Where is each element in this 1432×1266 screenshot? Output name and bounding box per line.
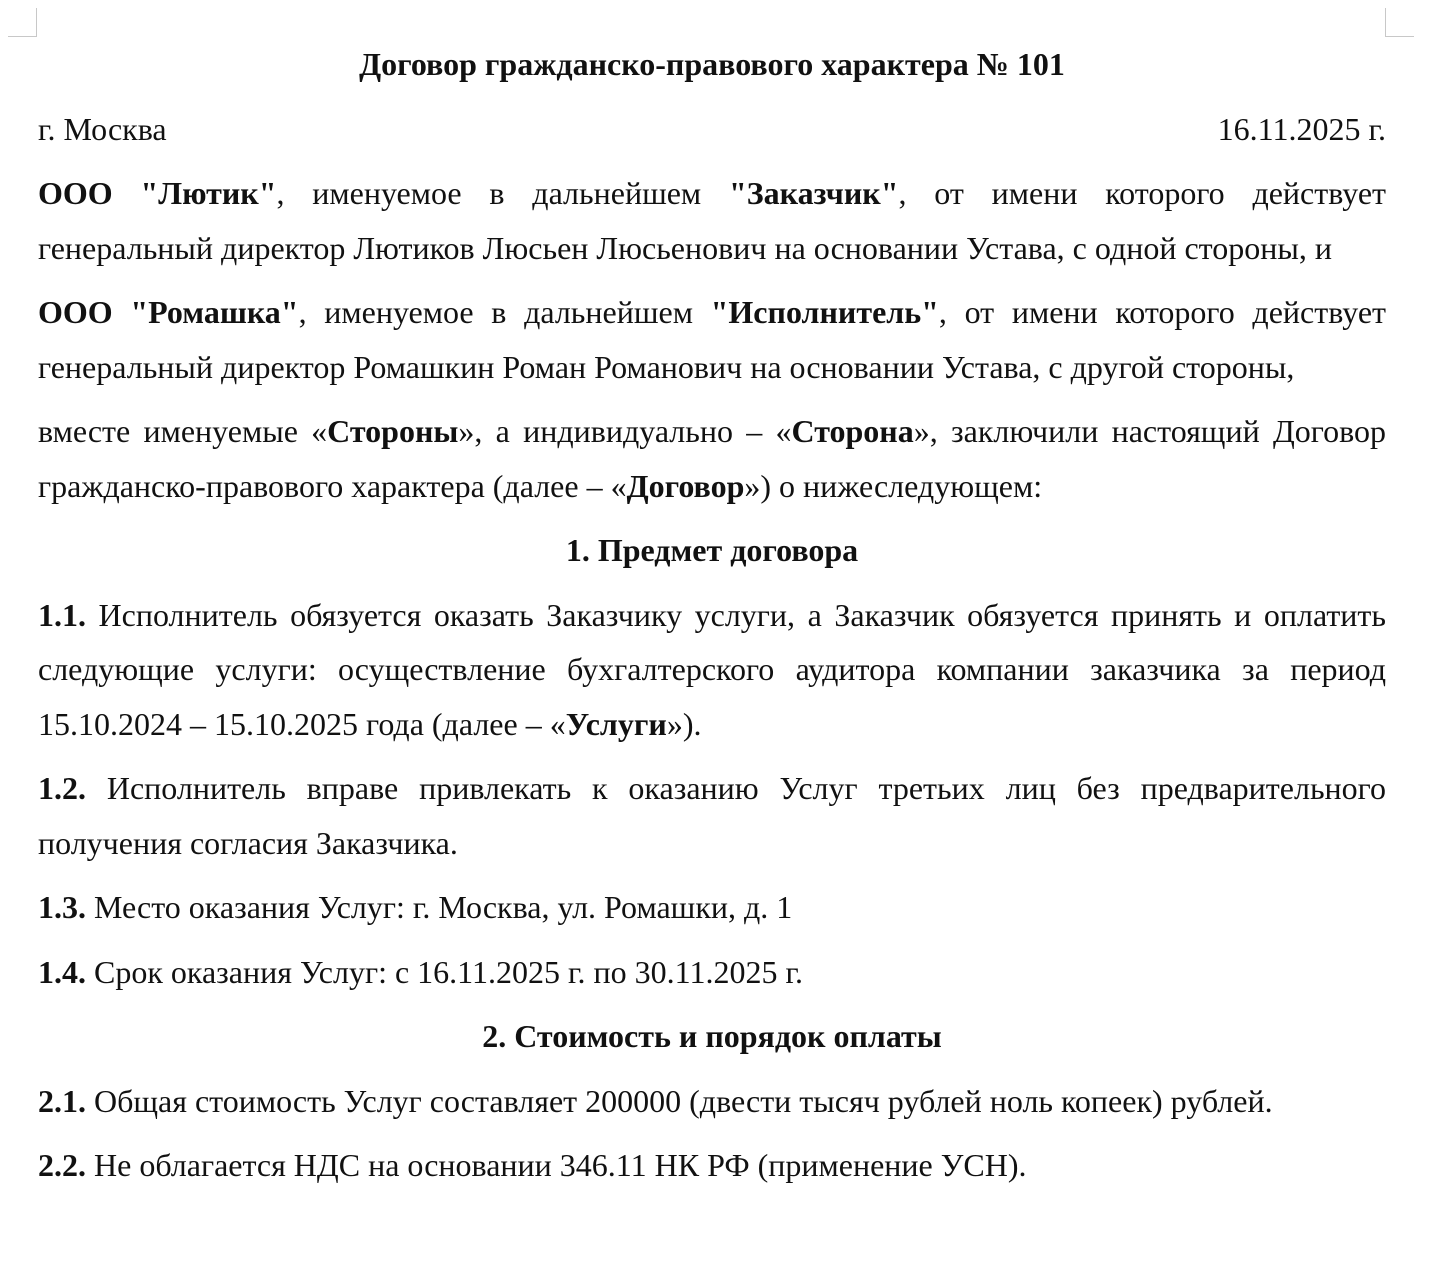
clause-text: Общая стоимость Услуг составляет 200000 (двести тысяч рублей ноль копеек) рублей. (86, 1082, 1273, 1119)
clause-number: 1.2. (38, 770, 86, 806)
clause-text: Исполнитель обязуется оказать Заказчику услуги, а Заказчик обязуется принять и оплатить следующие услуги: осуществление бухгалтерского аудитора компании заказчика за период 15.10.2024 – 15.10.2025 года (далее – « (38, 596, 1386, 742)
clause-2-2 (38, 1138, 1386, 1193)
section-1-heading: 1. Предмет договора (565, 532, 859, 568)
party2-paragraph (38, 285, 1386, 394)
together-text-2: », а индивидуально – « (458, 413, 792, 449)
place-date-line (38, 102, 1386, 157)
party1-role: "Заказчик" (728, 175, 899, 211)
together-text-1: вместе именуемые « (38, 413, 328, 449)
clause-text: Исполнитель вправе привлекать к оказанию Услуг третьих лиц без предварительного получения согласия Заказчика. (38, 770, 1386, 861)
party1-text-a: , именуемое в дальнейшем (276, 175, 729, 211)
clause-text: Место оказания Услуг: г. Москва, ул. Ромашки, д. 1 (86, 889, 793, 925)
party1-name: ООО "Лютик" (38, 175, 277, 211)
clause-text: Срок оказания Услуг: с 16.11.2025 г. по 30.11.2025 г. (86, 953, 803, 990)
together-text-3: », заключили настоящий Договор гражданско-правового характера (далее – « (38, 413, 1387, 504)
party1-paragraph (38, 166, 1386, 275)
clause-1-4 (38, 945, 1386, 1000)
party2-text-a: , именуемое в дальнейшем (298, 294, 711, 330)
clause-number: 2.2. (38, 1147, 86, 1183)
page-corner-mark-left (8, 8, 37, 37)
clause-number: 2.1. (38, 1082, 86, 1119)
together-bold-party: Сторона (791, 413, 914, 449)
clause-tail: »). (666, 705, 702, 742)
contract-place: г. Москва (38, 110, 167, 147)
clause-1-2 (38, 761, 1386, 870)
clause-bold-services: Услуги (565, 705, 667, 742)
document-page (38, 0, 1386, 1193)
clause-1-1 (38, 588, 1386, 752)
document-title: Договор гражданско-правового характера № 101 (359, 46, 1065, 82)
party2-text-b: , от имени которого действует генеральный директор Ромашкин Роман Романович на основании Устава, с другой стороны, (38, 294, 1387, 385)
clause-number: 1.3. (38, 889, 86, 925)
clause-number: 1.4. (38, 953, 86, 990)
party2-name: ООО "Ромашка" (38, 294, 299, 330)
clause-number: 1.1. (38, 596, 86, 633)
party2-role: "Исполнитель" (710, 294, 939, 330)
clause-1-3 (38, 880, 1386, 935)
clause-2-1 (38, 1074, 1386, 1129)
section-2-heading: 2. Стоимость и порядок оплаты (482, 1018, 942, 1054)
party1-text-b: , от имени которого действует генеральный директор Лютиков Люсьен Люсьенович на основании Устава, с одной стороны, и (38, 175, 1387, 266)
together-text-4: ») о нижеследующем: (744, 467, 1043, 504)
clause-text: Не облагается НДС на основании 346.11 НК РФ (применение УСН). (86, 1147, 1027, 1183)
contract-date: 16.11.2025 г. (1217, 110, 1386, 147)
page-corner-mark-right (1385, 8, 1414, 37)
parties-together-paragraph (38, 404, 1386, 513)
together-bold-contract: Договор (626, 467, 745, 504)
together-bold-parties: Стороны (327, 413, 459, 449)
